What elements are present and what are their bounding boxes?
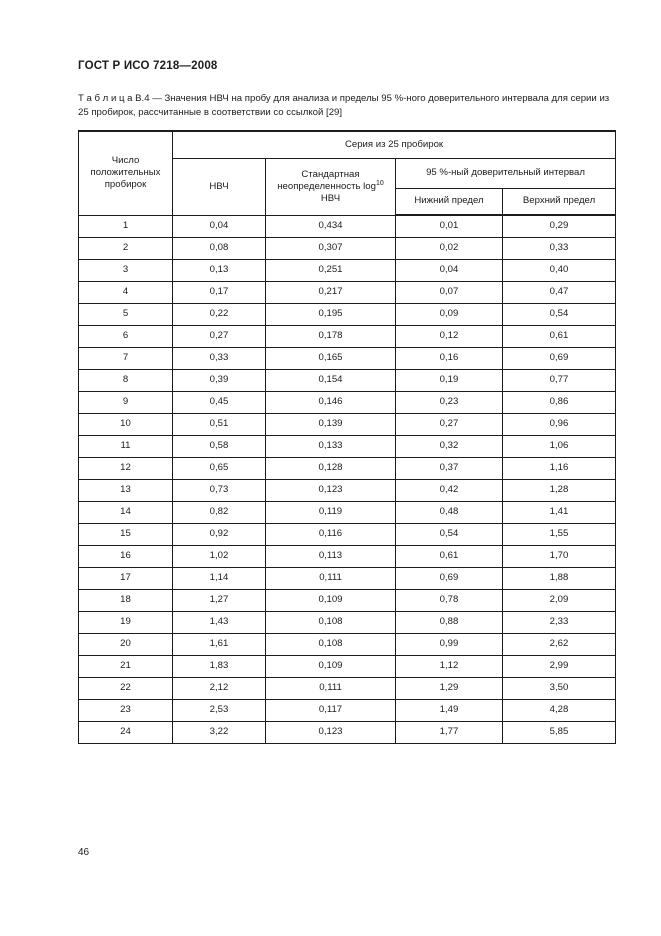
upper-limit: 0,54 — [503, 303, 616, 325]
positive-tubes-count: 21 — [79, 655, 173, 677]
std-uncertainty: 0,119 — [266, 501, 396, 523]
std-uncertainty: 0,108 — [266, 611, 396, 633]
lower-limit: 0,19 — [396, 369, 503, 391]
column-header-mpn: НВЧ — [173, 158, 266, 215]
table-row — [79, 699, 616, 721]
lower-limit: 0,61 — [396, 545, 503, 567]
std-uncertainty: 0,165 — [266, 347, 396, 369]
positive-tubes-count: 20 — [79, 633, 173, 655]
upper-limit: 0,29 — [503, 215, 616, 237]
positive-tubes-count: 1 — [79, 215, 173, 237]
upper-limit: 0,61 — [503, 325, 616, 347]
positive-tubes-count: 9 — [79, 391, 173, 413]
std-uncertainty-line2-prefix: неопределенность log — [277, 180, 376, 192]
table-row — [79, 567, 616, 589]
mpn-value: 2,12 — [173, 677, 266, 699]
table-row — [79, 457, 616, 479]
table-row — [79, 413, 616, 435]
positive-tubes-count: 13 — [79, 479, 173, 501]
upper-limit: 3,50 — [503, 677, 616, 699]
lower-limit: 0,32 — [396, 435, 503, 457]
positive-tubes-count: 8 — [79, 369, 173, 391]
positive-tubes-count: 17 — [79, 567, 173, 589]
positive-tubes-count: 12 — [79, 457, 173, 479]
std-uncertainty: 0,154 — [266, 369, 396, 391]
log-base-superscript: 10 — [375, 179, 384, 187]
upper-limit: 2,33 — [503, 611, 616, 633]
table-row — [79, 435, 616, 457]
upper-limit: 0,96 — [503, 413, 616, 435]
lower-limit: 0,12 — [396, 325, 503, 347]
lower-limit: 0,02 — [396, 237, 503, 259]
lower-limit: 0,69 — [396, 567, 503, 589]
upper-limit: 1,55 — [503, 523, 616, 545]
page-number: 46 — [78, 847, 90, 858]
upper-limit: 0,47 — [503, 281, 616, 303]
positive-tubes-count: 24 — [79, 721, 173, 743]
positive-tubes-count: 14 — [79, 501, 173, 523]
header-row-1 — [79, 131, 616, 158]
std-uncertainty: 0,117 — [266, 699, 396, 721]
lower-limit: 0,01 — [396, 215, 503, 237]
upper-limit: 2,09 — [503, 589, 616, 611]
std-uncertainty: 0,111 — [266, 567, 396, 589]
lower-limit: 0,54 — [396, 523, 503, 545]
column-header-lower-limit: Нижний предел — [396, 188, 503, 215]
mpn-value: 0,51 — [173, 413, 266, 435]
lower-limit: 0,23 — [396, 391, 503, 413]
lower-limit: 1,29 — [396, 677, 503, 699]
std-uncertainty: 0,123 — [266, 479, 396, 501]
positive-tubes-count: 16 — [79, 545, 173, 567]
mpn-value: 1,83 — [173, 655, 266, 677]
mpn-value: 0,58 — [173, 435, 266, 457]
lower-limit: 0,09 — [396, 303, 503, 325]
positive-tubes-count: 18 — [79, 589, 173, 611]
mpn-value: 3,22 — [173, 721, 266, 743]
mpn-value: 2,53 — [173, 699, 266, 721]
mpn-value: 0,73 — [173, 479, 266, 501]
upper-limit: 4,28 — [503, 699, 616, 721]
mpn-value: 0,08 — [173, 237, 266, 259]
positive-tubes-count: 22 — [79, 677, 173, 699]
table-row — [79, 281, 616, 303]
std-uncertainty: 0,434 — [266, 215, 396, 237]
positive-tubes-count: 7 — [79, 347, 173, 369]
std-uncertainty: 0,217 — [266, 281, 396, 303]
upper-limit: 1,70 — [503, 545, 616, 567]
mpn-value: 0,45 — [173, 391, 266, 413]
lower-limit: 0,04 — [396, 259, 503, 281]
mpn-value: 0,82 — [173, 501, 266, 523]
std-uncertainty: 0,116 — [266, 523, 396, 545]
std-uncertainty: 0,128 — [266, 457, 396, 479]
upper-limit: 0,40 — [503, 259, 616, 281]
mpn-value: 0,04 — [173, 215, 266, 237]
table-row — [79, 655, 616, 677]
upper-limit: 2,99 — [503, 655, 616, 677]
lower-limit: 0,78 — [396, 589, 503, 611]
table-row — [79, 215, 616, 237]
lower-limit: 0,88 — [396, 611, 503, 633]
std-uncertainty-line2-suffix: НВЧ — [320, 192, 341, 204]
column-header-series: Серия из 25 пробирок — [173, 131, 616, 158]
lower-limit: 0,07 — [396, 281, 503, 303]
document-title: ГОСТ Р ИСО 7218—2008 — [78, 60, 218, 72]
positive-tubes-count: 2 — [79, 237, 173, 259]
mpn-value: 0,13 — [173, 259, 266, 281]
table-row — [79, 391, 616, 413]
std-uncertainty: 0,133 — [266, 435, 396, 457]
upper-limit: 0,33 — [503, 237, 616, 259]
mpn-value: 0,22 — [173, 303, 266, 325]
upper-limit: 1,16 — [503, 457, 616, 479]
mpn-value: 0,65 — [173, 457, 266, 479]
table-row — [79, 501, 616, 523]
upper-limit: 5,85 — [503, 721, 616, 743]
mpn-value: 0,33 — [173, 347, 266, 369]
std-uncertainty: 0,251 — [266, 259, 396, 281]
upper-limit: 0,77 — [503, 369, 616, 391]
mpn-value: 1,14 — [173, 567, 266, 589]
table-row — [79, 611, 616, 633]
std-uncertainty: 0,195 — [266, 303, 396, 325]
std-uncertainty: 0,109 — [266, 655, 396, 677]
mpn-value: 1,27 — [173, 589, 266, 611]
lower-limit: 0,27 — [396, 413, 503, 435]
table-row — [79, 545, 616, 567]
positive-tubes-count: 23 — [79, 699, 173, 721]
std-uncertainty: 0,113 — [266, 545, 396, 567]
mpn-value: 0,27 — [173, 325, 266, 347]
column-header-positive-tubes: Число положительных пробирок — [79, 131, 173, 215]
positive-tubes-count: 6 — [79, 325, 173, 347]
mpn-value: 1,02 — [173, 545, 266, 567]
mpn-value: 0,17 — [173, 281, 266, 303]
mpn-value: 1,43 — [173, 611, 266, 633]
mpn-data-table — [78, 130, 616, 744]
positive-tubes-count: 19 — [79, 611, 173, 633]
positive-tubes-count: 5 — [79, 303, 173, 325]
lower-limit: 0,99 — [396, 633, 503, 655]
column-header-upper-limit: Верхний предел — [503, 188, 616, 215]
std-uncertainty: 0,307 — [266, 237, 396, 259]
table-row — [79, 633, 616, 655]
upper-limit: 0,86 — [503, 391, 616, 413]
std-uncertainty: 0,178 — [266, 325, 396, 347]
upper-limit: 1,41 — [503, 501, 616, 523]
table-header — [79, 131, 616, 215]
std-uncertainty: 0,123 — [266, 721, 396, 743]
upper-limit: 1,88 — [503, 567, 616, 589]
table-caption: Т а б л и ц а В.4 — Значения НВЧ на пробу для анализа и пределы 95 %-ного доверительного интервала для серии из 25 пробирок, рассчитанные в соответствии со ссылкой [29] — [78, 93, 610, 118]
std-uncertainty: 0,146 — [266, 391, 396, 413]
lower-limit: 1,77 — [396, 721, 503, 743]
std-uncertainty: 0,108 — [266, 633, 396, 655]
std-uncertainty: 0,111 — [266, 677, 396, 699]
std-uncertainty: 0,139 — [266, 413, 396, 435]
table-row — [79, 589, 616, 611]
upper-limit: 0,69 — [503, 347, 616, 369]
table-row — [79, 479, 616, 501]
upper-limit: 1,06 — [503, 435, 616, 457]
column-header-confidence-interval: 95 %-ный доверительный интервал — [396, 158, 616, 188]
table-body — [79, 215, 616, 743]
table-row — [79, 369, 616, 391]
mpn-value: 1,61 — [173, 633, 266, 655]
positive-tubes-count: 10 — [79, 413, 173, 435]
page-content — [78, 60, 615, 744]
lower-limit: 0,16 — [396, 347, 503, 369]
lower-limit: 1,12 — [396, 655, 503, 677]
table-row — [79, 259, 616, 281]
table-row — [79, 721, 616, 743]
table-row — [79, 677, 616, 699]
lower-limit: 0,48 — [396, 501, 503, 523]
mpn-value: 0,39 — [173, 369, 266, 391]
upper-limit: 1,28 — [503, 479, 616, 501]
lower-limit: 0,37 — [396, 457, 503, 479]
table-row — [79, 237, 616, 259]
positive-tubes-count: 15 — [79, 523, 173, 545]
table-row — [79, 347, 616, 369]
positive-tubes-count: 3 — [79, 259, 173, 281]
positive-tubes-count: 4 — [79, 281, 173, 303]
mpn-value: 0,92 — [173, 523, 266, 545]
positive-tubes-count: 11 — [79, 435, 173, 457]
table-row — [79, 303, 616, 325]
upper-limit: 2,62 — [503, 633, 616, 655]
std-uncertainty: 0,109 — [266, 589, 396, 611]
table-row — [79, 325, 616, 347]
lower-limit: 1,49 — [396, 699, 503, 721]
std-uncertainty-line1: Стандартная — [301, 168, 360, 180]
lower-limit: 0,42 — [396, 479, 503, 501]
table-row — [79, 523, 616, 545]
column-header-std-uncertainty — [266, 158, 396, 215]
